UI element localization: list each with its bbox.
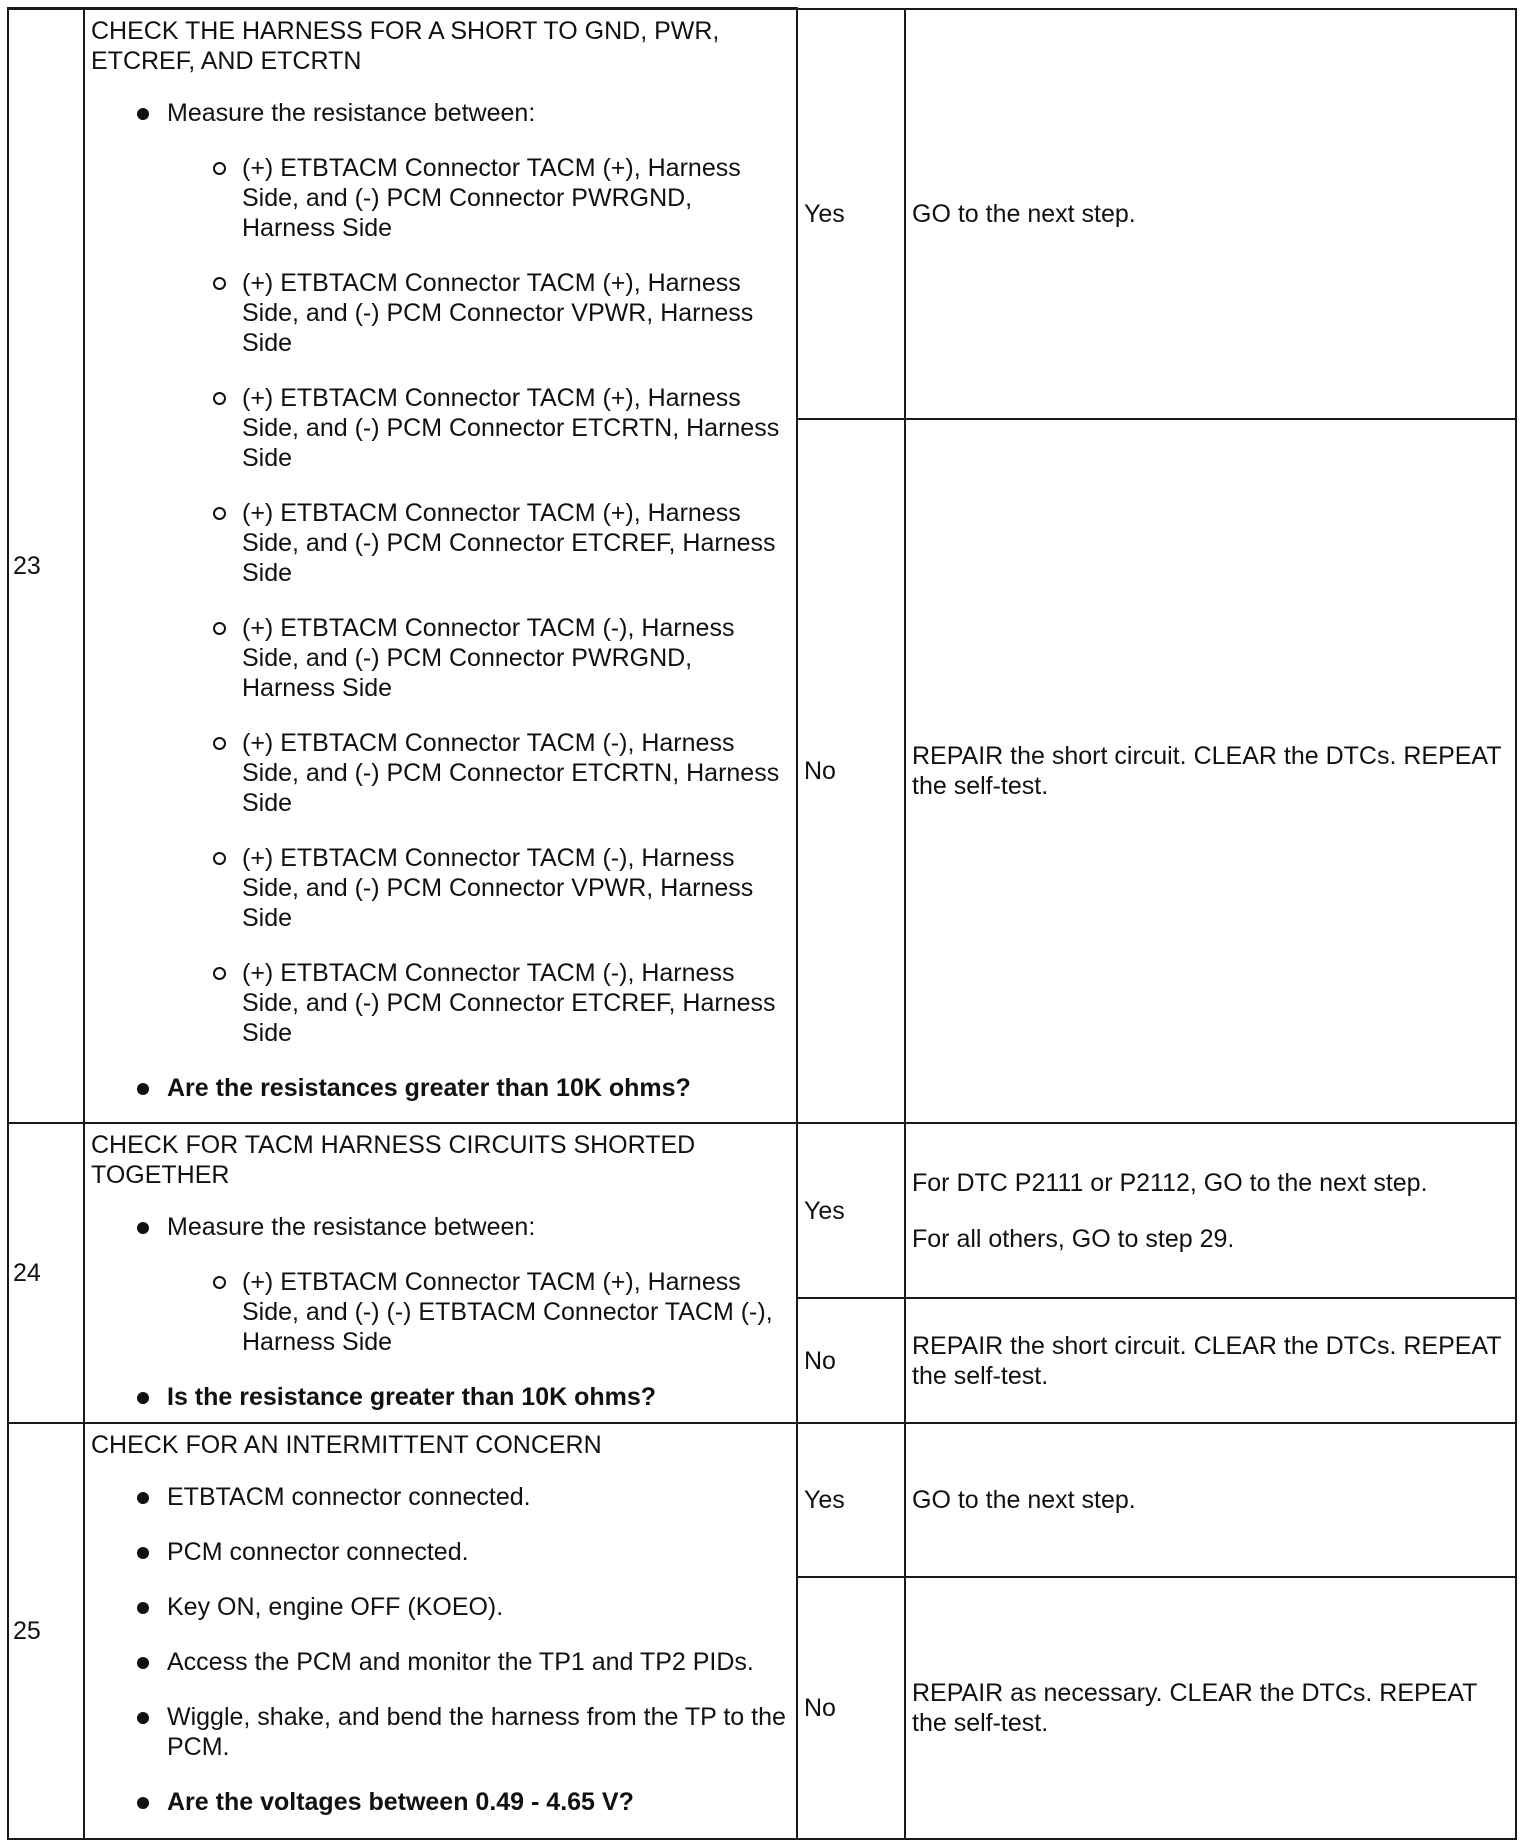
outcome-text: GO to the next step. xyxy=(912,199,1136,228)
sub-list xyxy=(167,1267,790,1357)
sub-item-text: (+) ETBTACM Connector TACM (+), Harness Side, and (-) PCM Connector PWRGND, Harness Side xyxy=(242,154,741,242)
sub-item-text: (+) ETBTACM Connector TACM (+), Harness Side, and (-) PCM Connector ETCRTN, Harness Side xyxy=(242,384,780,472)
outcome-text: REPAIR as necessary. CLEAR the DTCs. REPEAT the self-test. xyxy=(912,1679,1477,1738)
sub-item xyxy=(91,613,790,703)
result-yes-action xyxy=(905,9,1516,420)
sub-item xyxy=(91,958,790,1048)
result-no-action xyxy=(905,419,1516,1123)
bullet-text: Measure the resistance between: xyxy=(167,1213,536,1241)
result-no-label: No xyxy=(797,419,905,1123)
result-no-action xyxy=(905,1577,1516,1839)
question-item: Are the resistances greater than 10K ohms? xyxy=(91,1073,790,1103)
result-no-label: No xyxy=(797,1298,905,1423)
sub-item xyxy=(91,843,790,933)
action-list xyxy=(91,1482,790,1817)
bullet-item: ETBTACM connector connected. xyxy=(91,1482,790,1512)
result-yes-label: Yes xyxy=(797,1423,905,1577)
sub-item xyxy=(91,153,790,243)
sub-item-text: (+) ETBTACM Connector TACM (+), Harness Side, and (-) PCM Connector VPWR, Harness Side xyxy=(242,269,754,357)
bullet-item: PCM connector connected. xyxy=(91,1537,790,1567)
bullet-item xyxy=(91,98,790,1048)
outcome-text: For all others, GO to step 29. xyxy=(912,1224,1235,1253)
step-row-23 xyxy=(8,9,1516,420)
bullet-item xyxy=(91,1212,790,1357)
result-no-action xyxy=(905,1298,1516,1423)
sub-item xyxy=(91,728,790,818)
outcome-text: REPAIR the short circuit. CLEAR the DTCs. REPEAT the self-test. xyxy=(912,742,1502,801)
sub-item xyxy=(91,383,790,473)
sub-item-text: (+) ETBTACM Connector TACM (-), Harness Side, and (-) PCM Connector VPWR, Harness Side xyxy=(242,844,754,932)
step-number: 24 xyxy=(8,1123,84,1423)
sub-item-text: (+) ETBTACM Connector TACM (-), Harness Side, and (-) PCM Connector PWRGND, Harness Side xyxy=(242,614,735,702)
step-heading: CHECK THE HARNESS FOR A SHORT TO GND, PWR, ETCREF, AND ETCRTN xyxy=(91,17,720,75)
sub-item xyxy=(91,268,790,358)
sub-item xyxy=(91,498,790,588)
step-number: 25 xyxy=(8,1423,84,1839)
result-yes-label: Yes xyxy=(797,1123,905,1298)
bullet-item: Key ON, engine OFF (KOEO). xyxy=(91,1592,790,1622)
sub-item-text: (+) ETBTACM Connector TACM (+), Harness Side, and (-) (-) ETBTACM Connector TACM (-), Harness Side xyxy=(242,1268,773,1356)
action-list xyxy=(91,1212,790,1412)
result-yes-label: Yes xyxy=(797,9,905,420)
sub-item-text: (+) ETBTACM Connector TACM (-), Harness Side, and (-) PCM Connector ETCRTN, Harness Side xyxy=(242,729,780,817)
sub-item-text: (+) ETBTACM Connector TACM (+), Harness Side, and (-) PCM Connector ETCREF, Harness Side xyxy=(242,499,776,587)
outcome-text: For DTC P2111 or P2112, GO to the next step. xyxy=(912,1168,1428,1197)
step-heading: CHECK FOR AN INTERMITTENT CONCERN xyxy=(91,1431,602,1459)
step-heading: CHECK FOR TACM HARNESS CIRCUITS SHORTED TOGETHER xyxy=(91,1131,696,1189)
question-item: Is the resistance greater than 10K ohms? xyxy=(91,1382,790,1412)
bullet-item: Wiggle, shake, and bend the harness from the TP to the PCM. xyxy=(91,1702,790,1762)
result-no-label: No xyxy=(797,1577,905,1839)
step-action xyxy=(84,1423,797,1839)
bullet-text: Measure the resistance between: xyxy=(167,99,536,127)
step-action xyxy=(84,1123,797,1423)
sub-item-text: (+) ETBTACM Connector TACM (-), Harness Side, and (-) PCM Connector ETCREF, Harness Side xyxy=(242,959,776,1047)
step-row-25 xyxy=(8,1423,1516,1577)
result-yes-action xyxy=(905,1423,1516,1577)
sub-list xyxy=(167,153,790,1048)
step-action xyxy=(84,9,797,1124)
outcome-text: REPAIR the short circuit. CLEAR the DTCs. REPEAT the self-test. xyxy=(912,1331,1502,1390)
bullet-item: Access the PCM and monitor the TP1 and TP2 PIDs. xyxy=(91,1647,790,1677)
sub-item xyxy=(91,1267,790,1357)
result-yes-action xyxy=(905,1123,1516,1298)
question-item: Are the voltages between 0.49 - 4.65 V? xyxy=(91,1787,790,1817)
outcome-text: GO to the next step. xyxy=(912,1486,1136,1515)
action-list xyxy=(91,98,790,1103)
step-row-24 xyxy=(8,1123,1516,1298)
step-number: 23 xyxy=(8,9,84,1124)
diagnostic-table xyxy=(7,7,1517,1840)
